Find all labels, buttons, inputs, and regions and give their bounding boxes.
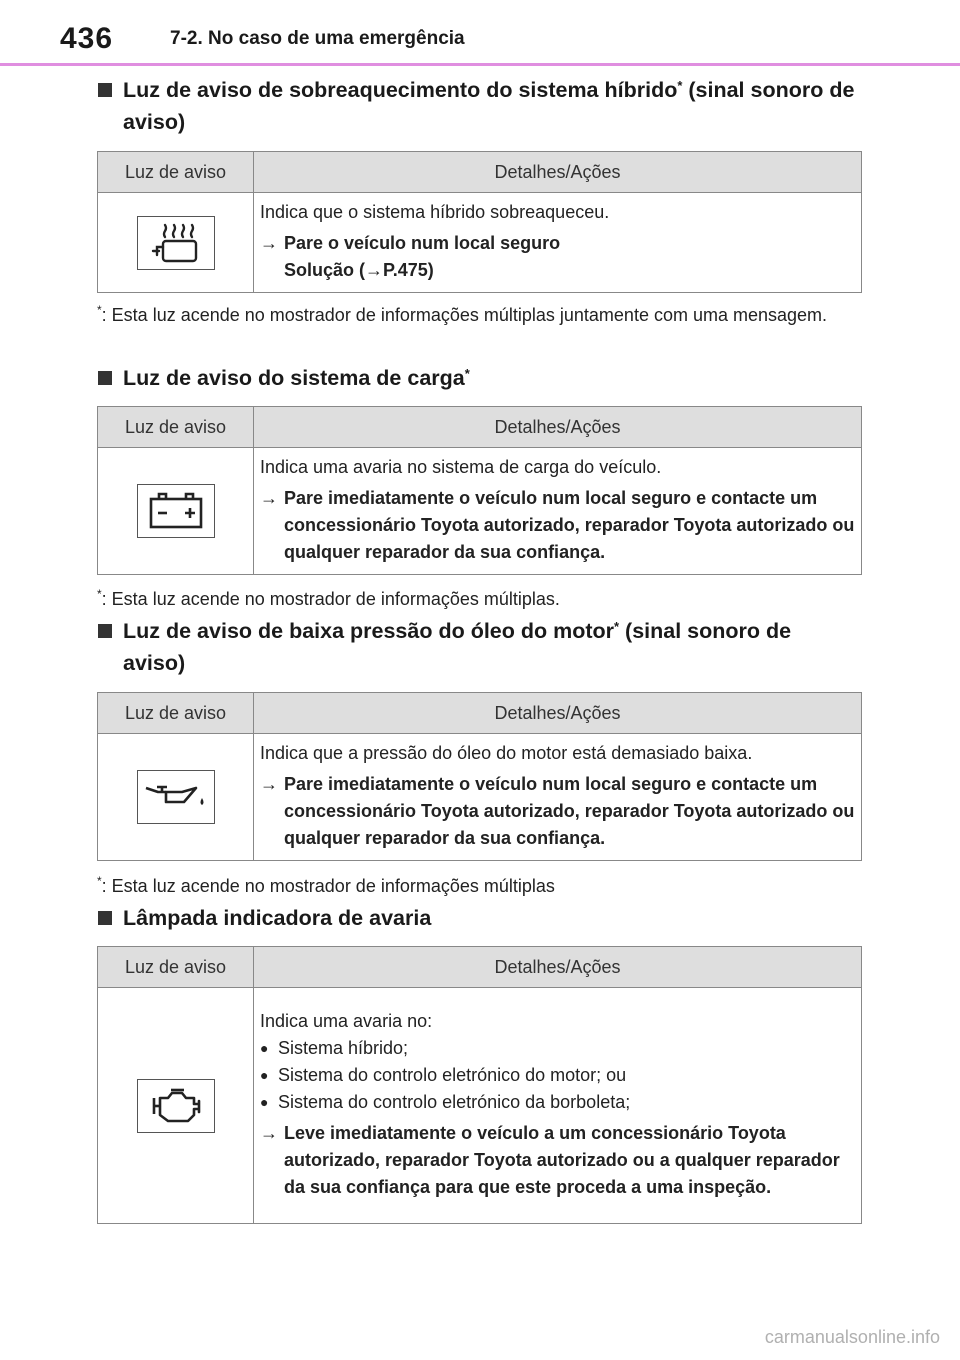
column-header-light: Luz de aviso bbox=[98, 407, 254, 448]
section-title-oil-pressure: Luz de aviso de baixa pressão do óleo do motor* (sinal sonoro de aviso) bbox=[98, 615, 858, 679]
detail-text: Indica uma avaria no: bbox=[260, 1011, 433, 1031]
detail-text: Indica uma avaria no sistema de carga do veículo. bbox=[260, 457, 662, 477]
check-engine-icon bbox=[137, 1079, 215, 1133]
detail-text: Indica que o sistema híbrido sobreaqueceu. bbox=[260, 202, 610, 222]
footnote-overheat: *: Esta luz acende no mostrador de informações múltiplas juntamente com uma mensagem. bbox=[97, 303, 828, 325]
oil-can-icon bbox=[137, 770, 215, 824]
section-title-malfunction: Lâmpada indicadora de avaria bbox=[98, 902, 858, 934]
section-marker-icon bbox=[98, 911, 112, 925]
section-marker-icon bbox=[98, 371, 112, 385]
footnote-charging: *: Esta luz acende no mostrador de informações múltiplas. bbox=[97, 587, 560, 609]
hybrid-system-overheat-icon bbox=[137, 216, 215, 270]
action-instruction: → Leve imediatamente o veículo a um concessionário Toyota autorizado, reparador Toyota autorizado ou a qualquer reparador da sua confiança para que este proceda a uma inspeção. bbox=[260, 1120, 855, 1201]
section-title-charging: Luz de aviso do sistema de carga* bbox=[98, 362, 858, 394]
column-header-light: Luz de aviso bbox=[98, 947, 254, 988]
list-item: ● Sistema do controlo eletrónico do motor; ou bbox=[260, 1062, 855, 1089]
action-instruction: → Pare imediatamente o veículo num local seguro e contacte um concessionário Toyota autorizado, reparador Toyota autorizado ou qualquer reparador da sua confiança. bbox=[260, 771, 855, 852]
arrow-icon: → bbox=[260, 774, 278, 794]
column-header-details: Detalhes/Ações bbox=[254, 693, 862, 734]
battery-icon bbox=[137, 484, 215, 538]
chapter-title: 7-2. No caso de uma emergência bbox=[170, 28, 465, 49]
footnote-oil-pressure: *: Esta luz acende no mostrador de informações múltiplas bbox=[97, 874, 555, 896]
column-header-light: Luz de aviso bbox=[98, 693, 254, 734]
warning-table-oil-pressure bbox=[97, 692, 862, 861]
detail-text: Indica que a pressão do óleo do motor está demasiado baixa. bbox=[260, 743, 753, 763]
bullet-icon: ● bbox=[260, 1067, 269, 1083]
action-instruction: → Pare imediatamente o veículo num local seguro e contacte um concessionário Toyota autorizado, reparador Toyota autorizado ou qualquer reparador da sua confiança. bbox=[260, 485, 855, 566]
warning-table-malfunction bbox=[97, 946, 862, 1224]
bullet-icon: ● bbox=[260, 1094, 269, 1110]
warning-table-overheat bbox=[97, 151, 862, 293]
section-marker-icon bbox=[98, 83, 112, 97]
page-header bbox=[0, 0, 960, 66]
page-number: 436 bbox=[60, 22, 114, 55]
arrow-icon: → bbox=[260, 488, 278, 508]
column-header-light: Luz de aviso bbox=[98, 152, 254, 193]
watermark: carmanualsonline.info bbox=[764, 1327, 940, 1347]
bullet-icon: ● bbox=[260, 1040, 269, 1056]
column-header-details: Detalhes/Ações bbox=[254, 407, 862, 448]
column-header-details: Detalhes/Ações bbox=[254, 152, 862, 193]
list-item: ● Sistema híbrido; bbox=[260, 1035, 855, 1062]
arrow-icon: → bbox=[260, 233, 278, 253]
section-marker-icon bbox=[98, 624, 112, 638]
warning-table-charging bbox=[97, 406, 862, 575]
arrow-icon: → bbox=[260, 1123, 278, 1143]
list-item: ● Sistema do controlo eletrónico da borboleta; bbox=[260, 1089, 855, 1116]
header-divider bbox=[0, 63, 960, 66]
section-title-overheat: Luz de aviso de sobreaquecimento do sistema híbrido* (sinal sonoro de aviso) bbox=[98, 74, 858, 138]
action-instruction: → Pare o veículo num local seguro Solução (→P.475) bbox=[260, 230, 855, 284]
column-header-details: Detalhes/Ações bbox=[254, 947, 862, 988]
